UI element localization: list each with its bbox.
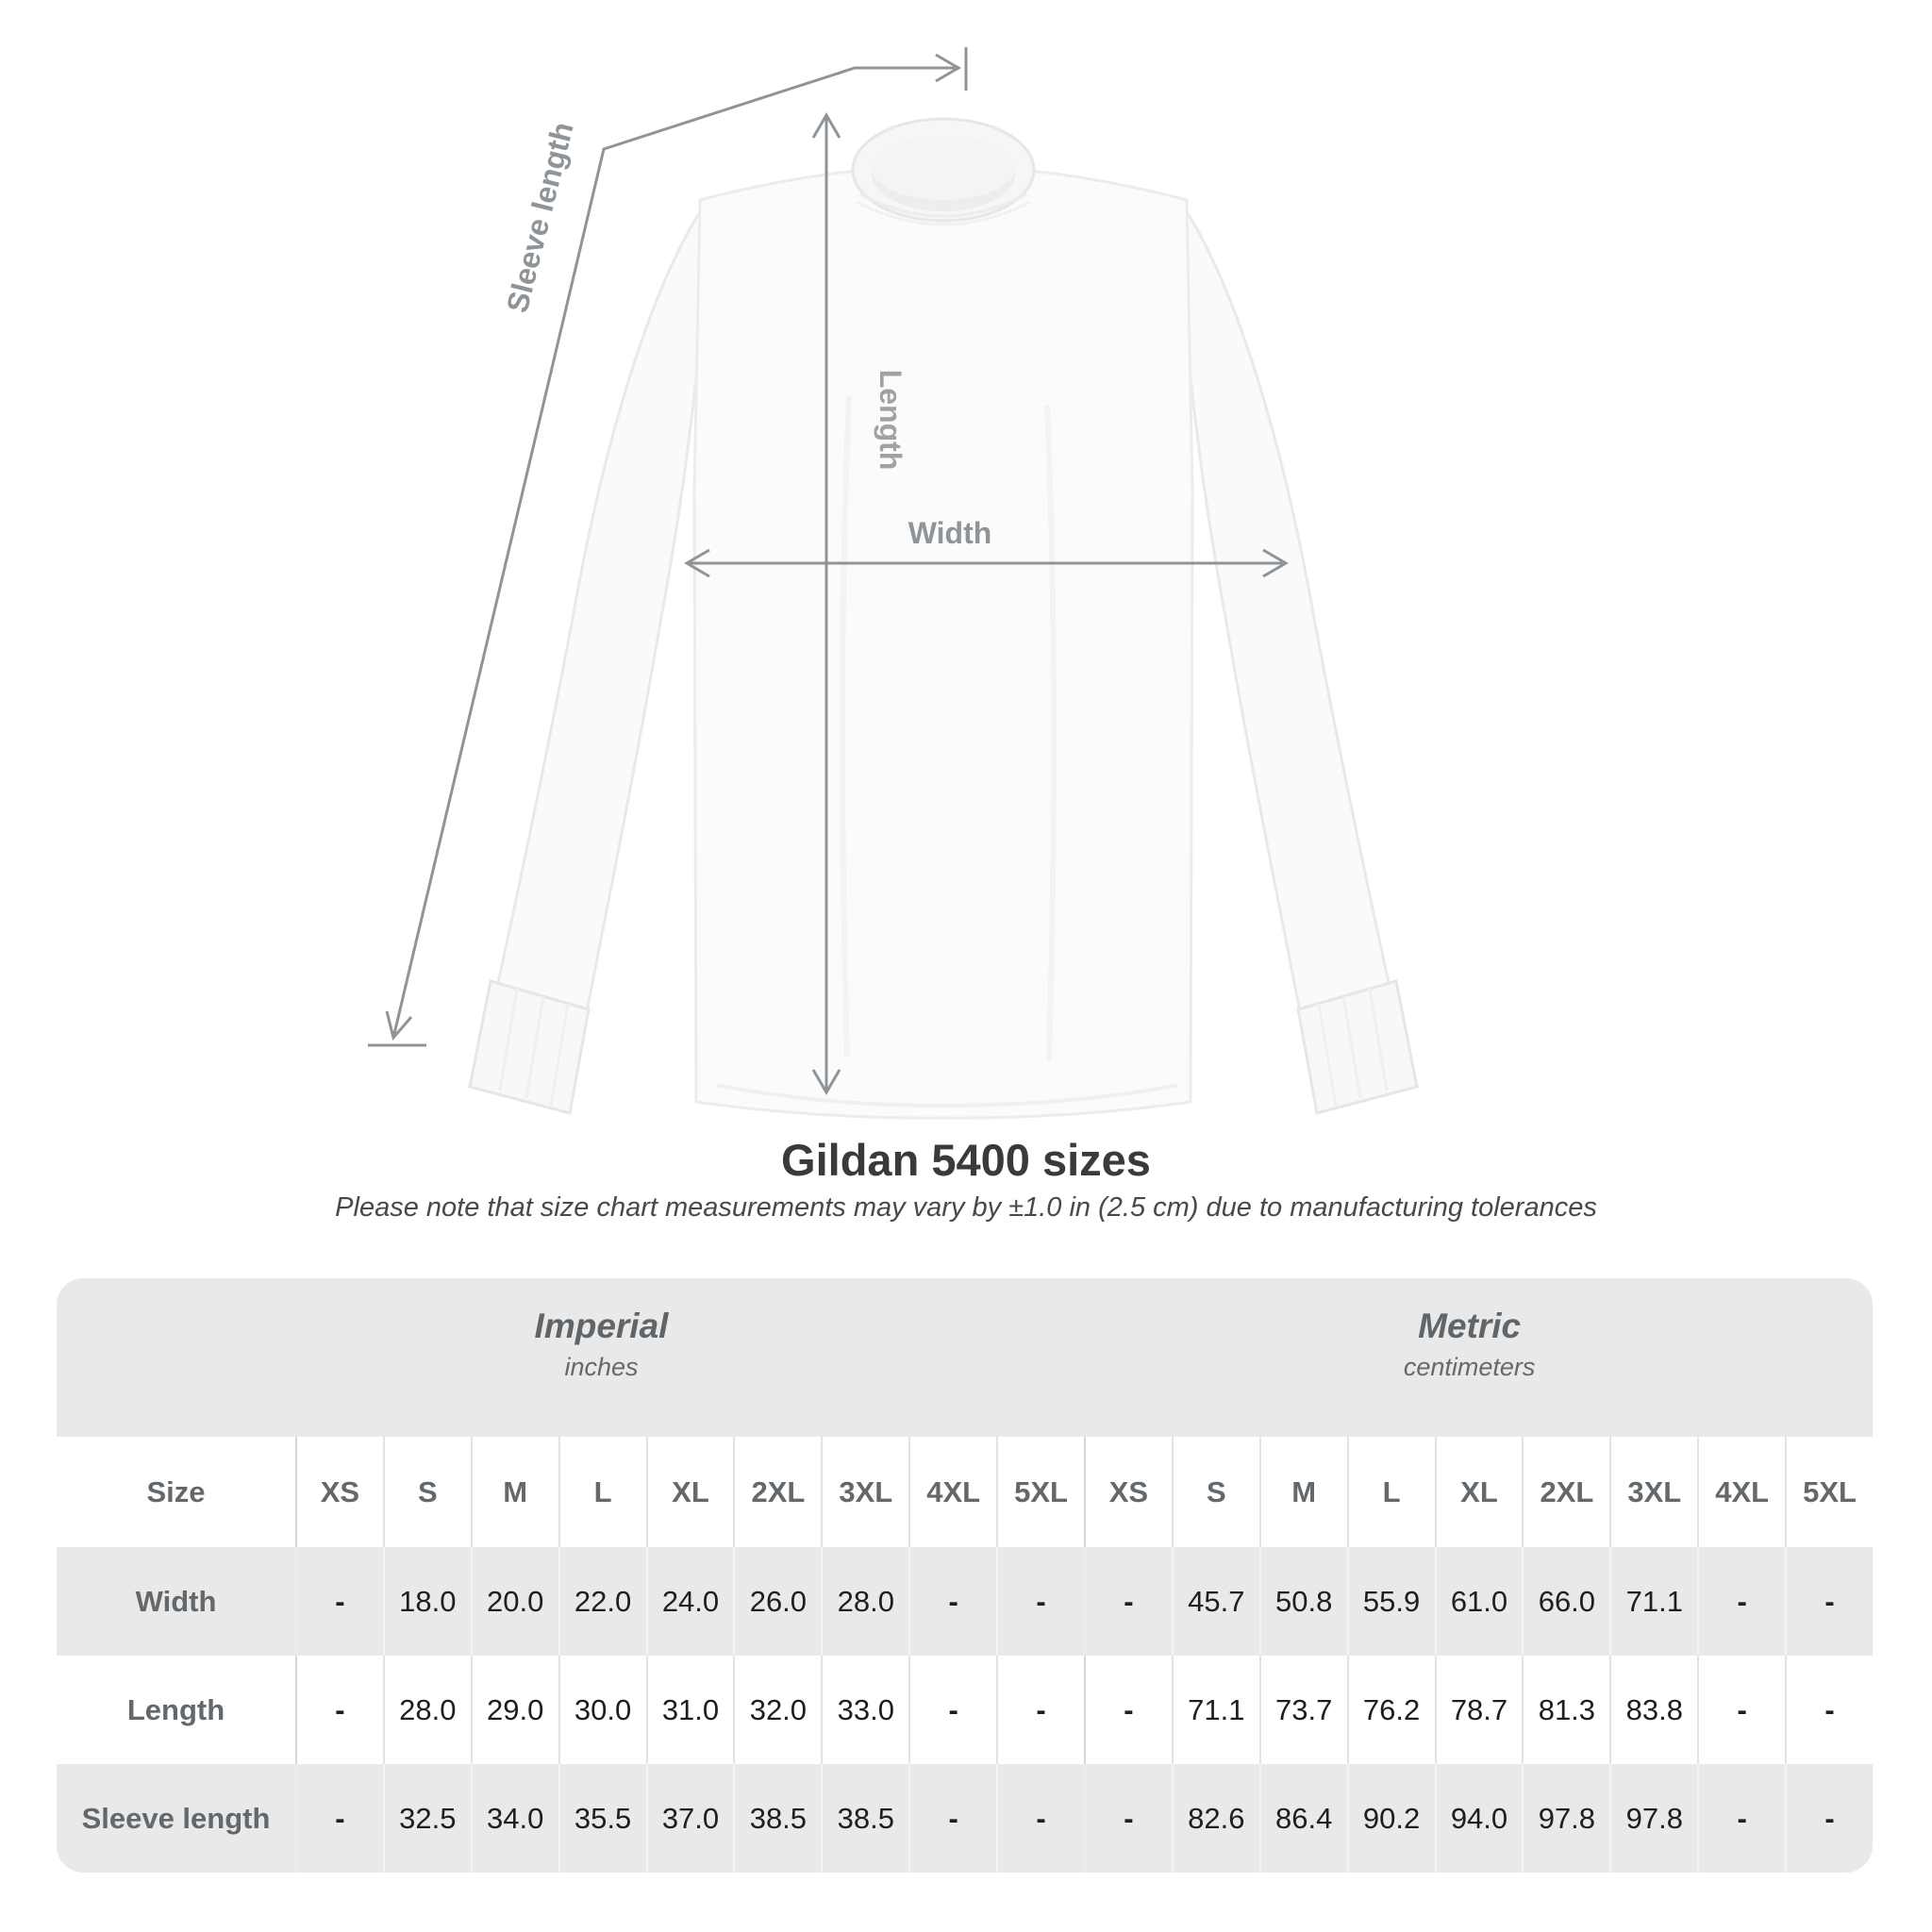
size-header-cell: 4XL bbox=[908, 1437, 996, 1547]
value-cell: - bbox=[295, 1656, 383, 1764]
value-cell: - bbox=[1785, 1764, 1873, 1873]
value-cell: 37.0 bbox=[646, 1764, 734, 1873]
value-cell: - bbox=[908, 1764, 996, 1873]
value-cell: 71.1 bbox=[1609, 1547, 1697, 1656]
size-header-cell: M bbox=[471, 1437, 558, 1547]
tolerance-note: Please note that size chart measurements may vary by ±1.0 in (2.5 cm) due to manufacturing tolerances bbox=[335, 1192, 1597, 1223]
value-cell: 26.0 bbox=[733, 1547, 821, 1656]
value-cell: 18.0 bbox=[383, 1547, 471, 1656]
unit-header-band bbox=[57, 1278, 1873, 1437]
size-header-cell: 2XL bbox=[1522, 1437, 1609, 1547]
value-cell: 90.2 bbox=[1347, 1764, 1435, 1873]
value-cell: 32.0 bbox=[733, 1656, 821, 1764]
sleeve-length-label: Sleeve length bbox=[499, 118, 580, 316]
value-cell: 33.0 bbox=[821, 1656, 908, 1764]
value-cell: - bbox=[1697, 1764, 1785, 1873]
value-cell: 55.9 bbox=[1347, 1547, 1435, 1656]
value-cell: 32.5 bbox=[383, 1764, 471, 1873]
value-cell: - bbox=[1084, 1547, 1172, 1656]
size-header-cell: XL bbox=[646, 1437, 734, 1547]
value-cell: 66.0 bbox=[1522, 1547, 1609, 1656]
value-cell: - bbox=[1785, 1656, 1873, 1764]
value-cell: 97.8 bbox=[1609, 1764, 1697, 1873]
size-header-cell: XS bbox=[1084, 1437, 1172, 1547]
size-header-cell: XL bbox=[1435, 1437, 1523, 1547]
value-cell: - bbox=[295, 1547, 383, 1656]
value-cell: 30.0 bbox=[558, 1656, 646, 1764]
page-title: Gildan 5400 sizes bbox=[781, 1135, 1151, 1185]
size-table bbox=[57, 1278, 1873, 1873]
value-cell: 50.8 bbox=[1259, 1547, 1347, 1656]
value-cell: - bbox=[996, 1764, 1084, 1873]
value-cell: 20.0 bbox=[471, 1547, 558, 1656]
value-cell: 97.8 bbox=[1522, 1764, 1609, 1873]
size-header-cell: L bbox=[1347, 1437, 1435, 1547]
value-cell: 82.6 bbox=[1172, 1764, 1259, 1873]
imperial-title: Imperial bbox=[534, 1307, 669, 1345]
value-cell: 22.0 bbox=[558, 1547, 646, 1656]
value-cell: - bbox=[1084, 1764, 1172, 1873]
size-header-cell: 5XL bbox=[1785, 1437, 1873, 1547]
size-header-cell: 5XL bbox=[996, 1437, 1084, 1547]
value-cell: 45.7 bbox=[1172, 1547, 1259, 1656]
imperial-unit: inches bbox=[564, 1353, 639, 1382]
size-header-cell: M bbox=[1259, 1437, 1347, 1547]
value-cell: 35.5 bbox=[558, 1764, 646, 1873]
size-header-cell: L bbox=[558, 1437, 646, 1547]
row-label: Sleeve length bbox=[57, 1764, 295, 1873]
size-header-cell: 4XL bbox=[1697, 1437, 1785, 1547]
imperial-header bbox=[535, 1305, 669, 1387]
value-cell: - bbox=[996, 1547, 1084, 1656]
value-cell: 86.4 bbox=[1259, 1764, 1347, 1873]
value-cell: - bbox=[996, 1656, 1084, 1764]
value-cell: - bbox=[1785, 1547, 1873, 1656]
value-cell: 71.1 bbox=[1172, 1656, 1259, 1764]
metric-header bbox=[1404, 1305, 1536, 1387]
metric-unit: centimeters bbox=[1403, 1353, 1536, 1382]
value-cell: 38.5 bbox=[821, 1764, 908, 1873]
row-label: Width bbox=[57, 1547, 295, 1656]
value-cell: - bbox=[1084, 1656, 1172, 1764]
metric-title: Metric bbox=[1418, 1307, 1522, 1345]
value-cell: 83.8 bbox=[1609, 1656, 1697, 1764]
value-cell: 73.7 bbox=[1259, 1656, 1347, 1764]
value-cell: - bbox=[295, 1764, 383, 1873]
value-cell: 81.3 bbox=[1522, 1656, 1609, 1764]
size-header-cell: 3XL bbox=[1609, 1437, 1697, 1547]
length-label: Length bbox=[874, 369, 908, 471]
size-header-cell: 3XL bbox=[821, 1437, 908, 1547]
value-cell: 34.0 bbox=[471, 1764, 558, 1873]
value-cell: - bbox=[908, 1656, 996, 1764]
size-table-grid bbox=[57, 1437, 1873, 1873]
value-cell: 28.0 bbox=[821, 1547, 908, 1656]
value-cell: 28.0 bbox=[383, 1656, 471, 1764]
value-cell: 78.7 bbox=[1435, 1656, 1523, 1764]
size-header-cell: S bbox=[383, 1437, 471, 1547]
value-cell: - bbox=[1697, 1656, 1785, 1764]
value-cell: 31.0 bbox=[646, 1656, 734, 1764]
size-header-cell: 2XL bbox=[733, 1437, 821, 1547]
value-cell: 61.0 bbox=[1435, 1547, 1523, 1656]
shirt-illustration bbox=[470, 119, 1417, 1118]
value-cell: - bbox=[908, 1547, 996, 1656]
value-cell: 24.0 bbox=[646, 1547, 734, 1656]
size-header-cell: S bbox=[1172, 1437, 1259, 1547]
value-cell: 76.2 bbox=[1347, 1656, 1435, 1764]
value-cell: 38.5 bbox=[733, 1764, 821, 1873]
value-cell: - bbox=[1697, 1547, 1785, 1656]
value-cell: 94.0 bbox=[1435, 1764, 1523, 1873]
row-label: Length bbox=[57, 1656, 295, 1764]
size-header-cell: XS bbox=[295, 1437, 383, 1547]
width-label: Width bbox=[908, 516, 992, 550]
table-corner-label: Size bbox=[57, 1437, 295, 1547]
value-cell: 29.0 bbox=[471, 1656, 558, 1764]
